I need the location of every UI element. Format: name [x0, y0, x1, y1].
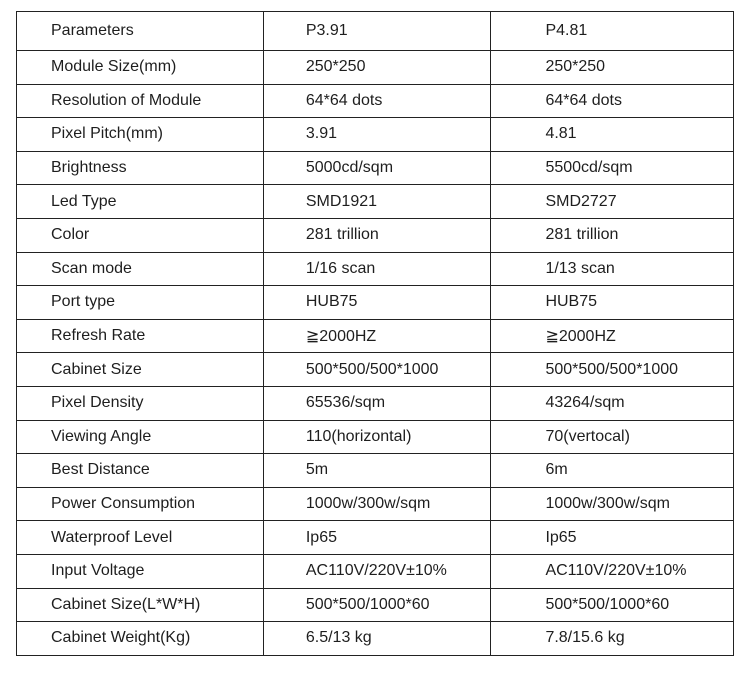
p481-value-cell: 43264/sqm [491, 386, 734, 420]
table-row [17, 454, 734, 488]
p391-value-cell: 5000cd/sqm [263, 151, 491, 185]
parameter-cell: Best Distance [17, 454, 264, 488]
p481-value-cell: 1000w/300w/sqm [491, 487, 734, 521]
p481-value-cell: 4.81 [491, 118, 734, 152]
p391-value-cell: SMD1921 [263, 185, 491, 219]
p481-value-cell: 250*250 [491, 51, 734, 85]
p481-value-cell: 5500cd/sqm [491, 151, 734, 185]
p391-value-cell: Ip65 [263, 521, 491, 555]
p391-value-cell: 250*250 [263, 51, 491, 85]
parameter-cell: Power Consumption [17, 487, 264, 521]
table-row [17, 252, 734, 286]
parameter-cell: Cabinet Size(L*W*H) [17, 588, 264, 622]
header-cell-p481: P4.81 [491, 12, 734, 51]
table-row [17, 588, 734, 622]
parameter-cell: Viewing Angle [17, 420, 264, 454]
p391-value-cell: 1000w/300w/sqm [263, 487, 491, 521]
p391-value-cell: 6.5/13 kg [263, 622, 491, 656]
table-row [17, 622, 734, 656]
table-row [17, 554, 734, 588]
p481-value-cell: Ip65 [491, 521, 734, 555]
parameter-cell: Scan mode [17, 252, 264, 286]
header-cell-p391: P3.91 [263, 12, 491, 51]
parameter-cell: Pixel Pitch(mm) [17, 118, 264, 152]
parameter-cell: Cabinet Weight(Kg) [17, 622, 264, 656]
p391-value-cell: 281 trillion [263, 218, 491, 252]
parameter-cell: Resolution of Module [17, 84, 264, 118]
table-row [17, 420, 734, 454]
parameter-cell: Led Type [17, 185, 264, 219]
parameter-cell: Port type [17, 286, 264, 320]
p481-value-cell: 6m [491, 454, 734, 488]
p481-value-cell: ≧2000HZ [491, 319, 734, 353]
table-row [17, 185, 734, 219]
p391-value-cell: 500*500/500*1000 [263, 353, 491, 387]
p481-value-cell: HUB75 [491, 286, 734, 320]
table-row [17, 151, 734, 185]
parameter-cell: Brightness [17, 151, 264, 185]
p391-value-cell: 500*500/1000*60 [263, 588, 491, 622]
parameter-cell: Cabinet Size [17, 353, 264, 387]
header-row [17, 12, 734, 51]
p481-value-cell: SMD2727 [491, 185, 734, 219]
table-row [17, 84, 734, 118]
p391-value-cell: HUB75 [263, 286, 491, 320]
table-row [17, 521, 734, 555]
p391-value-cell: 3.91 [263, 118, 491, 152]
p481-value-cell: AC110V/220V±10% [491, 554, 734, 588]
parameter-cell: Input Voltage [17, 554, 264, 588]
table-row [17, 386, 734, 420]
parameter-cell: Module Size(mm) [17, 51, 264, 85]
p481-value-cell: 70(vertocal) [491, 420, 734, 454]
header-cell-parameters: Parameters [17, 12, 264, 51]
table-row [17, 487, 734, 521]
spec-table [16, 11, 734, 656]
p391-value-cell: 64*64 dots [263, 84, 491, 118]
p391-value-cell: AC110V/220V±10% [263, 554, 491, 588]
p391-value-cell: 5m [263, 454, 491, 488]
table-row [17, 319, 734, 353]
p481-value-cell: 281 trillion [491, 218, 734, 252]
p481-value-cell: 1/13 scan [491, 252, 734, 286]
p481-value-cell: 500*500/500*1000 [491, 353, 734, 387]
p391-value-cell: 1/16 scan [263, 252, 491, 286]
spec-table-body [17, 12, 734, 656]
p481-value-cell: 64*64 dots [491, 84, 734, 118]
p481-value-cell: 7.8/15.6 kg [491, 622, 734, 656]
table-row [17, 353, 734, 387]
p391-value-cell: 65536/sqm [263, 386, 491, 420]
p391-value-cell: ≧2000HZ [263, 319, 491, 353]
parameter-cell: Refresh Rate [17, 319, 264, 353]
p481-value-cell: 500*500/1000*60 [491, 588, 734, 622]
p391-value-cell: 110(horizontal) [263, 420, 491, 454]
parameter-cell: Pixel Density [17, 386, 264, 420]
parameter-cell: Waterproof Level [17, 521, 264, 555]
table-row [17, 118, 734, 152]
table-row [17, 286, 734, 320]
table-row [17, 51, 734, 85]
table-row [17, 218, 734, 252]
parameter-cell: Color [17, 218, 264, 252]
